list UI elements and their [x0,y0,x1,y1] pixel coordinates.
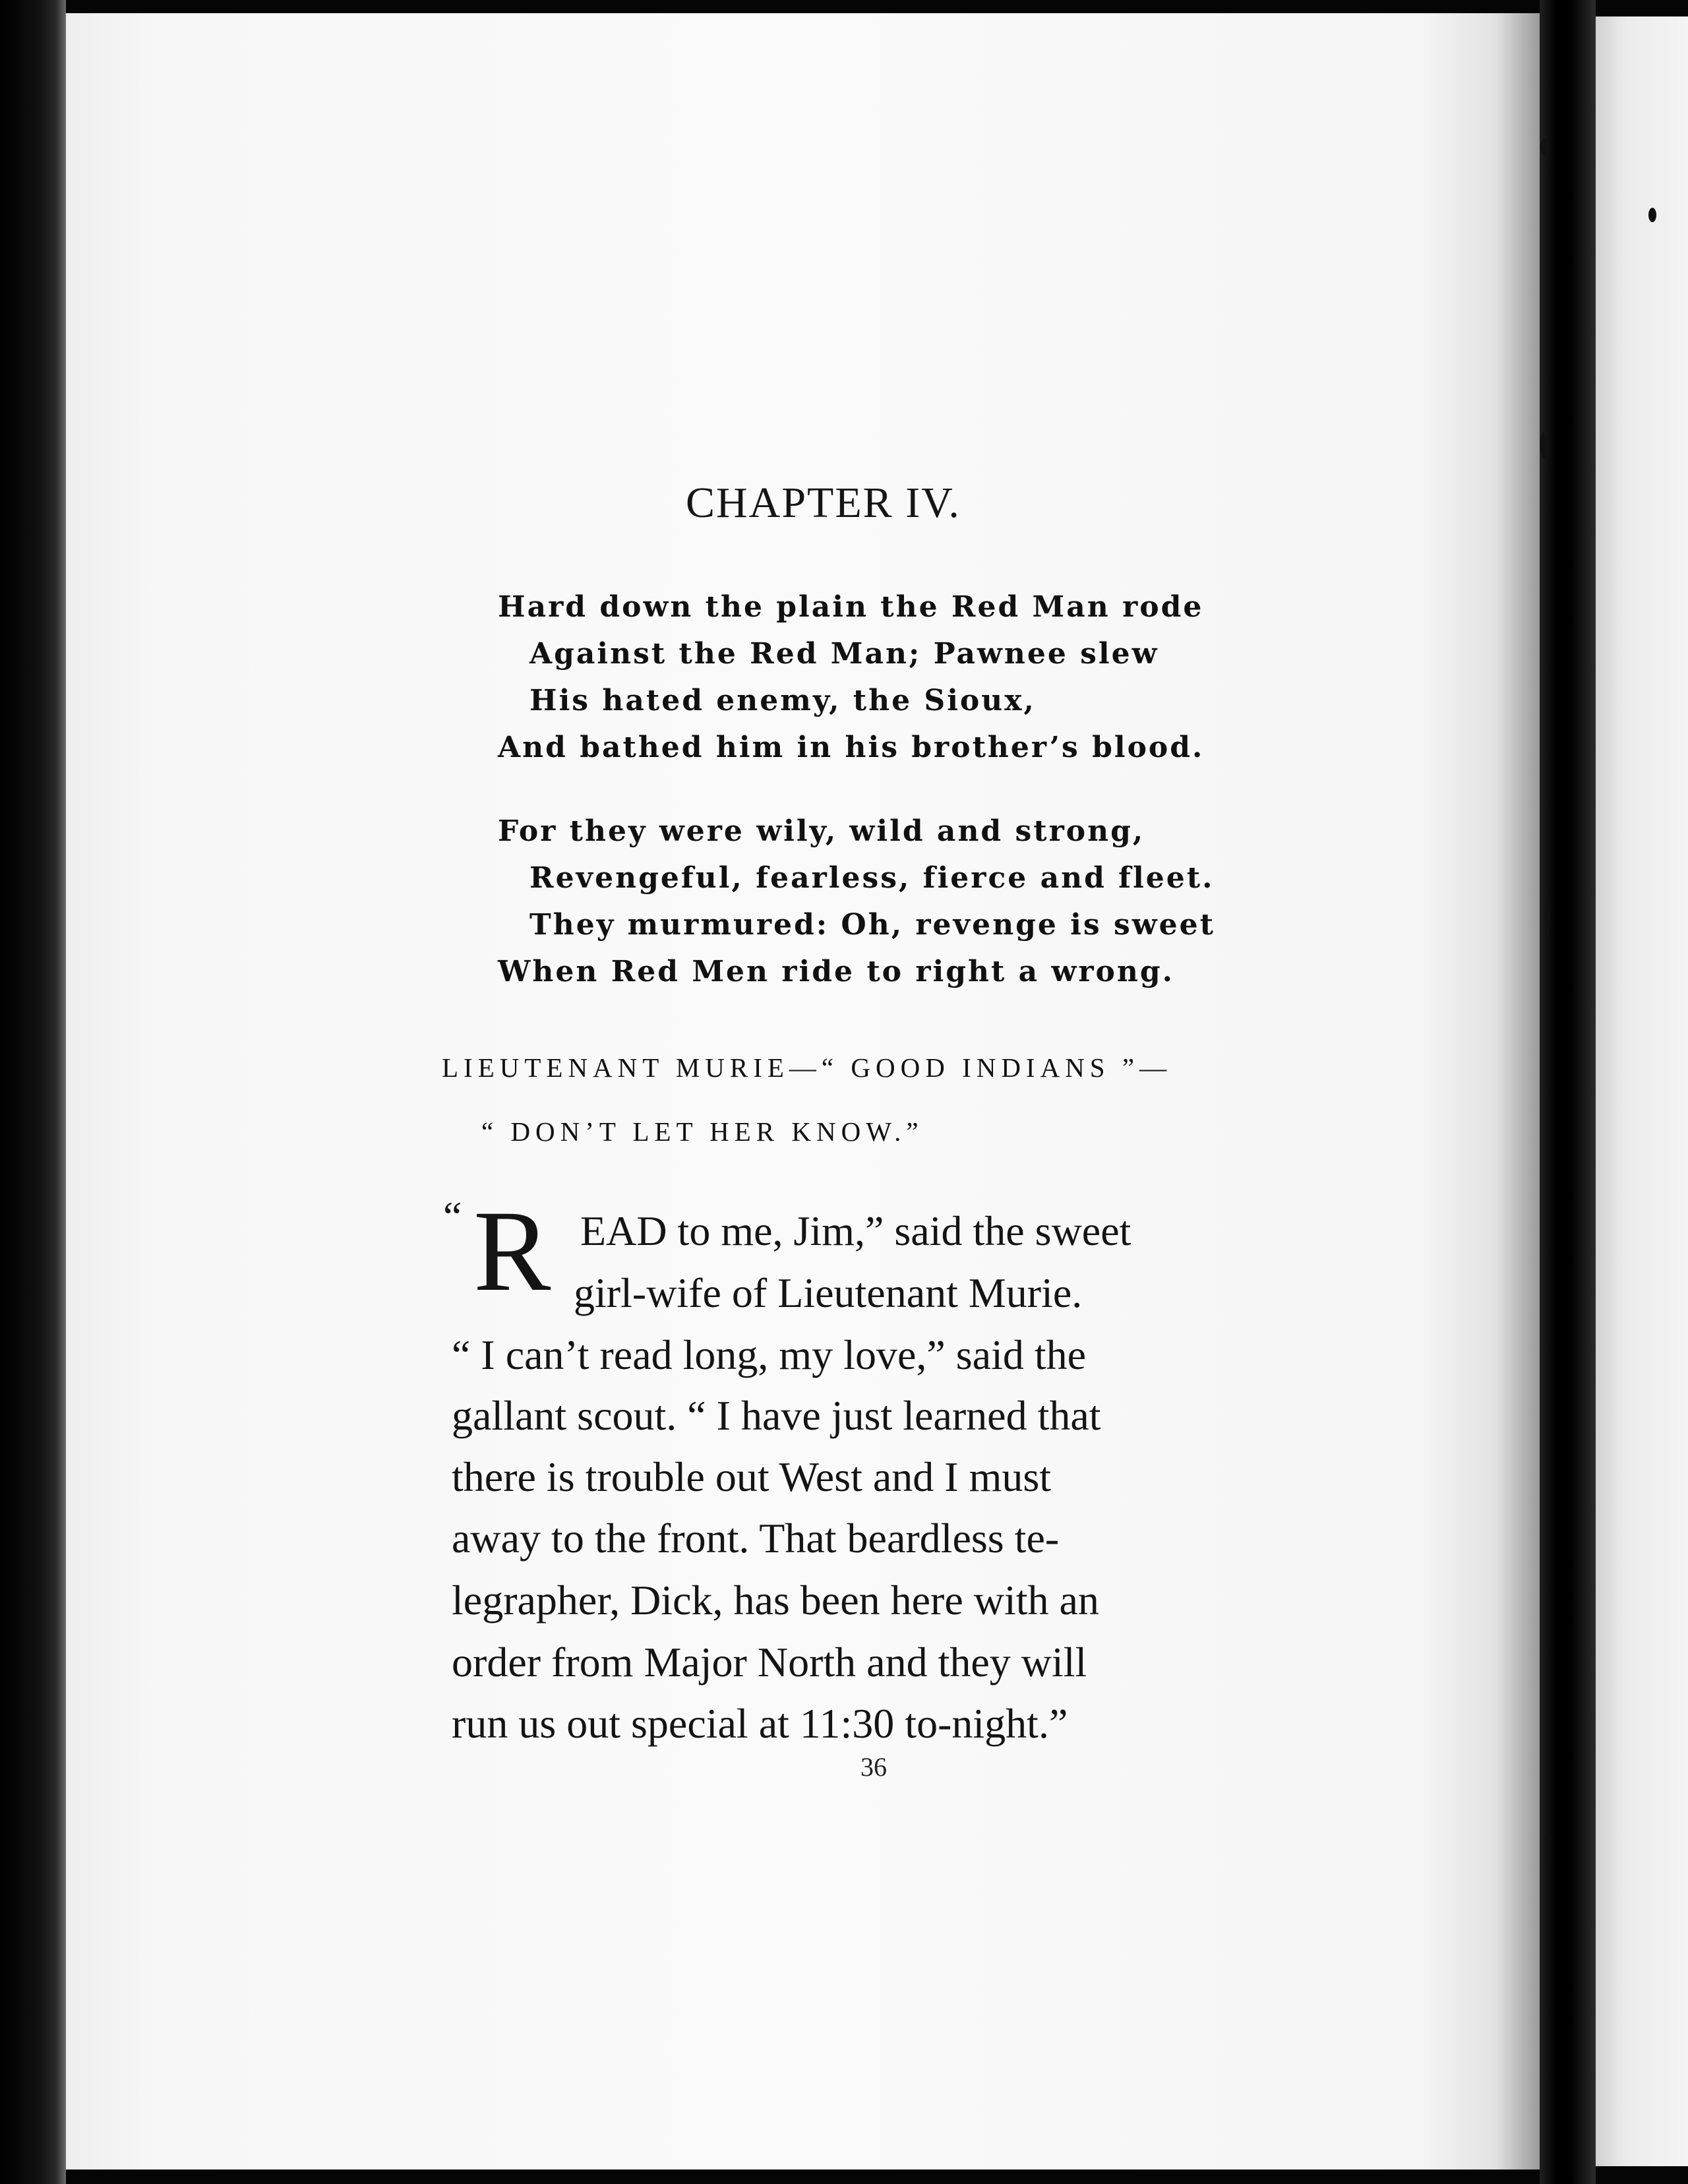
body-line: order from Major North and they will [452,1639,1087,1685]
chapter-title: CHAPTER IV. [686,479,961,527]
body-line: legrapher, Dick, has been here with an [452,1577,1099,1623]
body-line: gallant scout. “ I have just learned that [452,1392,1101,1439]
poem-line: And bathed him in his brother’s blood. [498,731,1205,764]
poem-line: Revengeful, fearless, fierce and fleet. [529,861,1215,895]
body-line: “ I can’t read long, my love,” said the [452,1331,1087,1378]
poem-stanza-2 [498,808,1223,995]
poem-line: His hated enemy, the Sioux, [529,684,1036,717]
poem-stanza-1 [498,584,1223,771]
poem-line: Hard down the plain the Red Man rode [498,590,1204,624]
body-line: girl-wife of Lieutenant Murie. [574,1269,1083,1316]
body-line: away to the front. That beardless te- [452,1515,1060,1562]
scan-speck [1545,1833,1550,1862]
scan-speck [1545,907,1550,937]
poem-line: Against the Red Man; Pawnee slew [529,637,1159,671]
body-line: EAD to me, Jim,” said the sweet [580,1207,1131,1254]
drop-cap: R [473,1187,551,1316]
poem-line: When Red Men ride to right a wrong. [498,955,1174,988]
book-page [66,13,1540,2169]
page-number: 36 [860,1752,887,1782]
scan-speck [1648,208,1656,222]
poem-line: For they were wily, wild and strong, [498,814,1145,848]
chapter-synopsis-line: LIEUTENANT MURIE—“ GOOD INDIANS ”— [442,1052,1172,1083]
chapter-synopsis-line: “ DON’T LET HER KNOW.” [481,1116,924,1147]
opening-quote-mark: “ [443,1193,462,1240]
scan-left-edge [0,0,66,2184]
facing-page-edge [1596,16,1688,2166]
scan-speck [1540,138,1548,156]
scan-speck [1540,432,1547,458]
poem-line: They murmured: Oh, revenge is sweet [529,908,1215,942]
body-line: run us out special at 11:30 to-night.” [452,1700,1068,1747]
body-line: there is trouble out West and I must [452,1453,1052,1500]
